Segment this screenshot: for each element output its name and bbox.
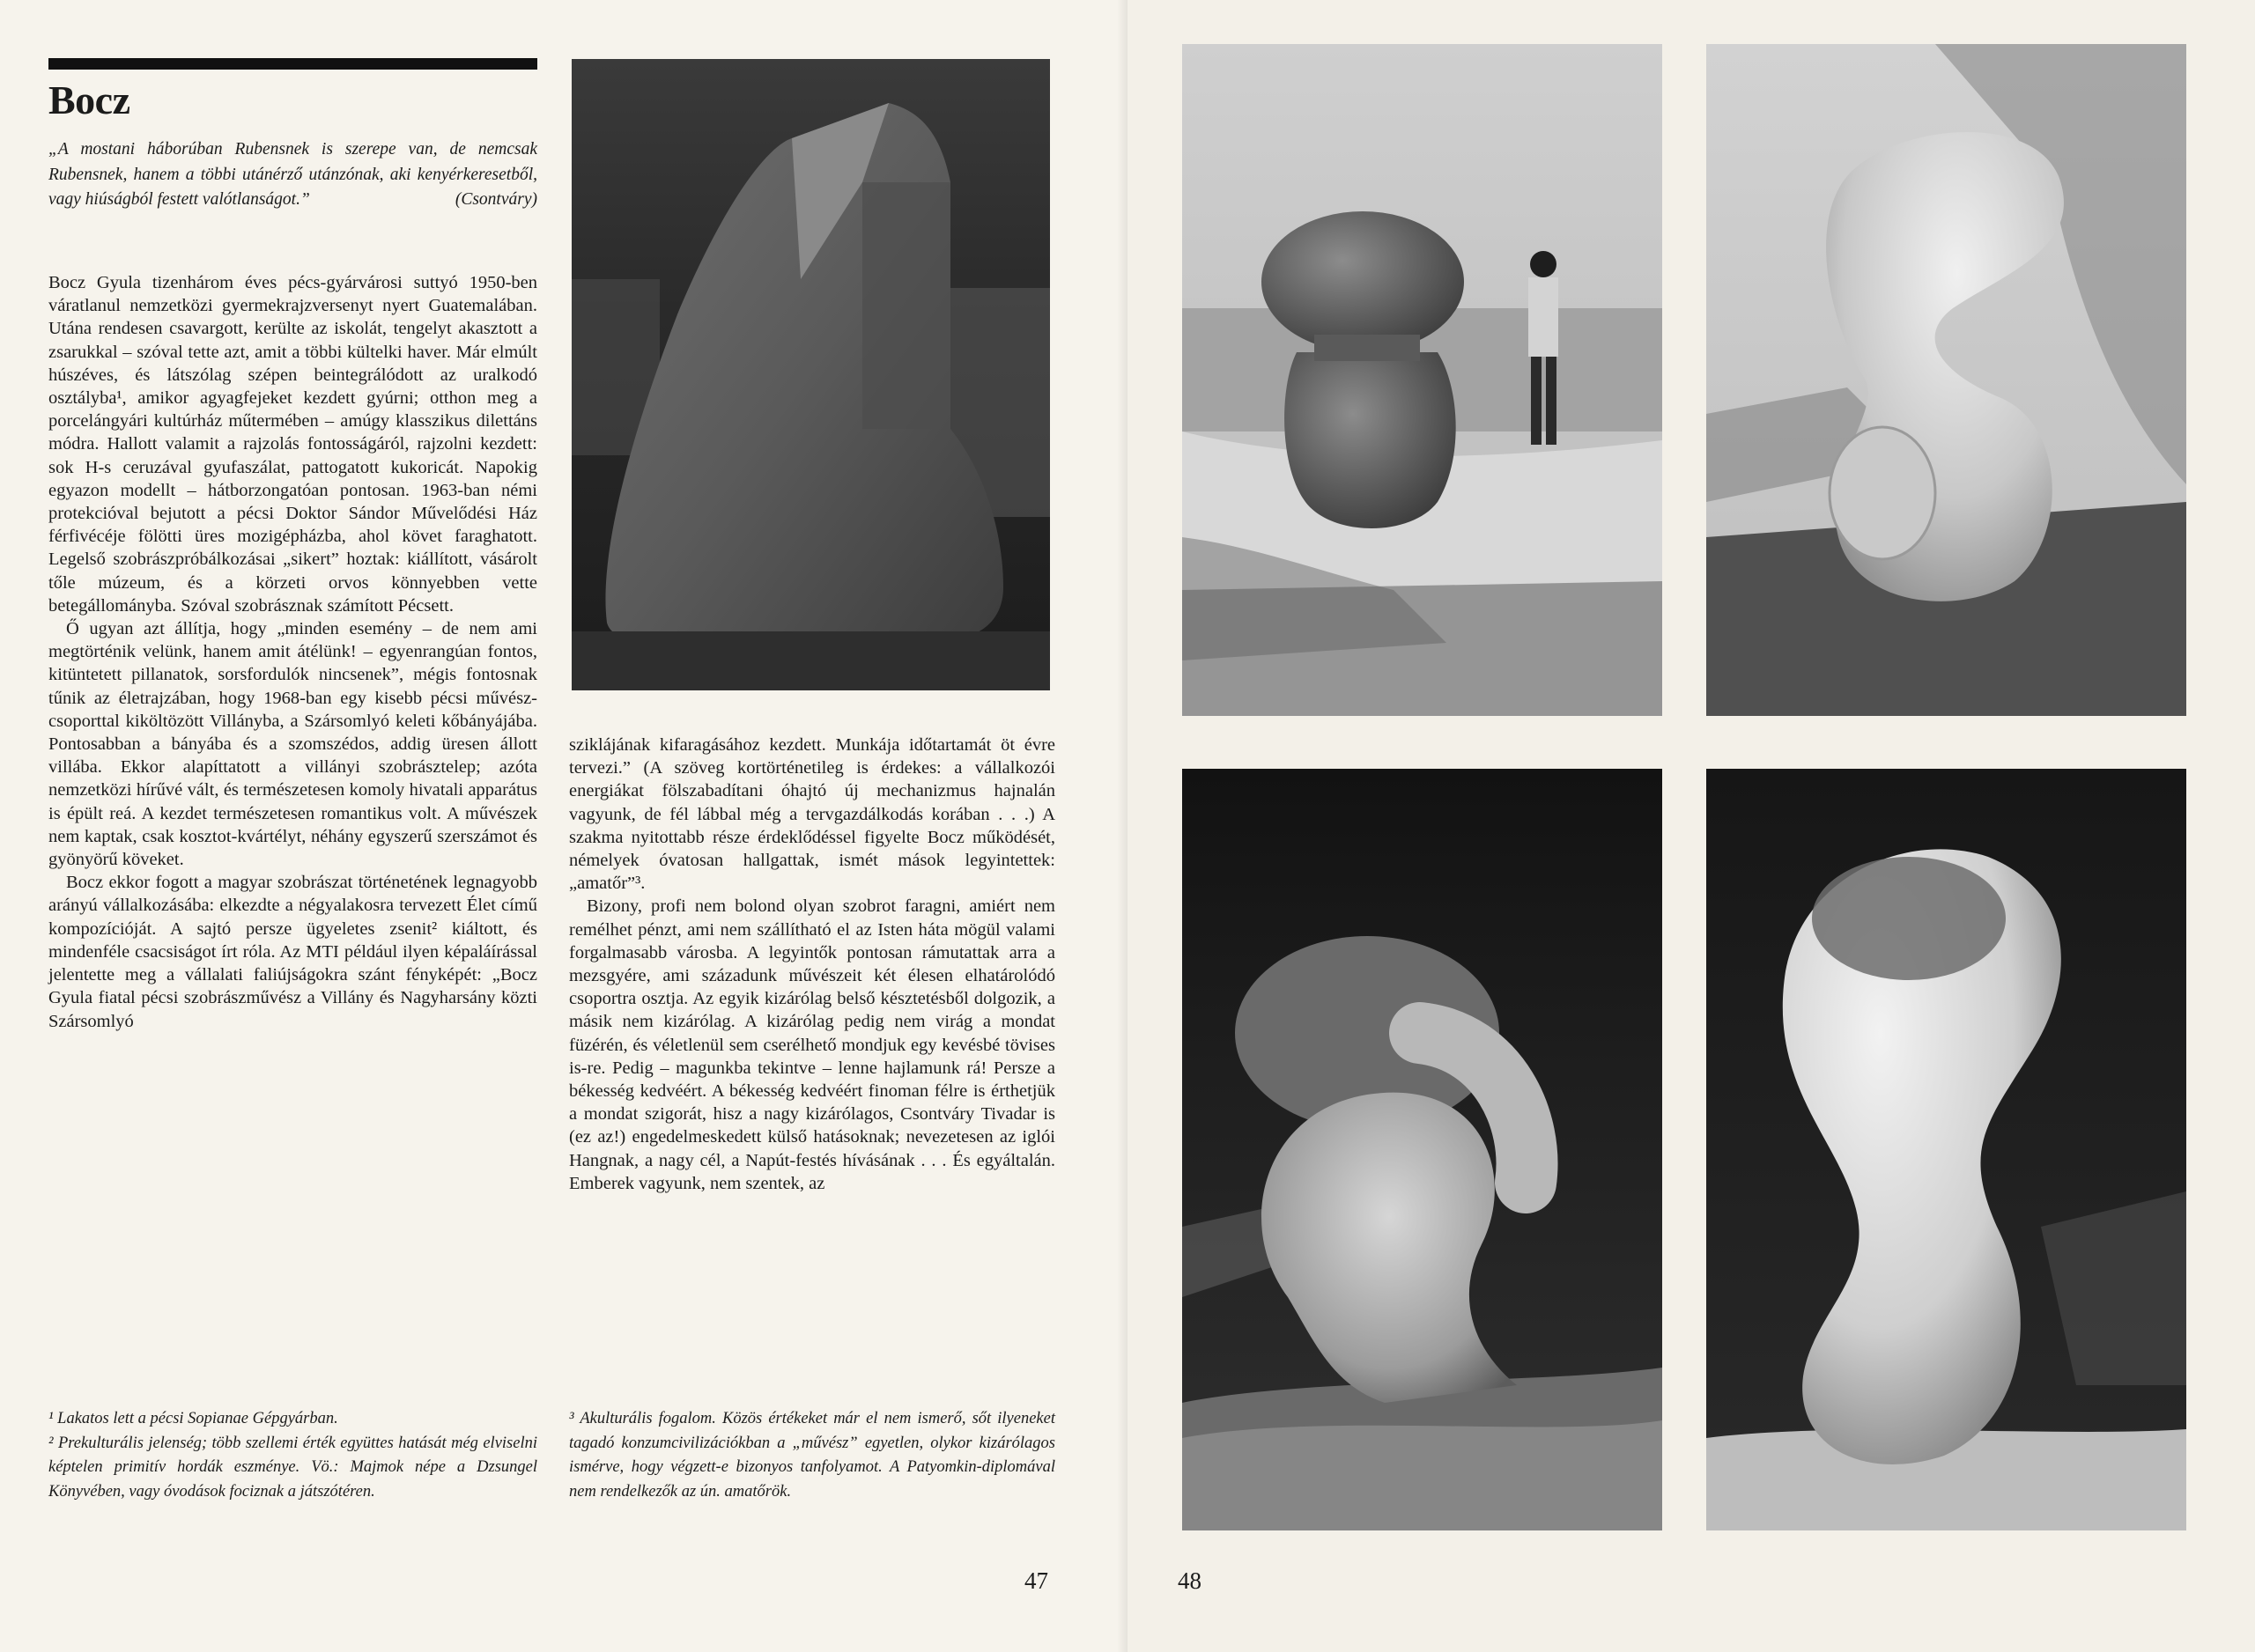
photo-angular-stone-sculpture	[572, 59, 1050, 690]
text-column-1	[48, 271, 537, 1033]
photo-s-curve-sculpture-dark-sky	[1706, 769, 2186, 1530]
page-number-left: 47	[1024, 1567, 1048, 1594]
epigraph	[48, 137, 537, 213]
page-number-right: 48	[1178, 1567, 1201, 1594]
paragraph: Bocz ekkor fogott a magyar szobrászat történetének legnagyobb arányú vállalkozásába: elkezdte a négyalakosra tervezett Élet című kompozícióját. A sajtó persze ügyeletes zsenit² kiáltott, és mindenféle csacsiságot írt róla. Az MTI például ilyen képaláírással jelentette meg a vállalati faliújságokra szánt fényképét: „Bocz Gyula fiatal pécsi szobrászművész a Villány és Nagyharsány közti Szársomlyó	[48, 873, 537, 1031]
text-column-2	[569, 734, 1055, 1195]
photo-twisted-sculpture-hillside	[1706, 44, 2186, 716]
photo-loop-sculpture-dark-sky	[1182, 769, 1662, 1530]
footnote: ² Prekulturális jelenség; több szellemi érték együttes hatását még elviselni képtelen primitív hordák eszménye. Vö.: Majmok népe a Dzsungel Könyvében, vagy óvodások fociznak a játszótéren.	[48, 1434, 537, 1501]
photo-rounded-sculpture-with-man	[1182, 44, 1662, 716]
footnote: ³ Akulturális fogalom. Közös értékeket már el nem ismerő, sőt ilyeneket tagadó konzumcivilizációkban a „művész” egyetlen, olykor kizárólagos ismérve, hogy végzett-e bizonyos tanfolyamot. A Patyomkin-diplomával nem rendelkezők az ún. amatőrök.	[569, 1410, 1055, 1501]
article-title: Bocz	[48, 77, 130, 122]
paragraph: Bocz Gyula tizenhárom éves pécs-gyárvárosi suttyó 1950-ben váratlanul nemzetközi gyermekrajzversenyt nyert Guatemalában. Utána rendesen csavargott, kerülte az iskolát, tengelyt akasztott a zsarukkal – szóval tette azt, amit a többi kültelki haver. Már elmúlt húszéves, és látszólag szépen beintegrálódott az uralkodó osztályba¹, amikor agyagfejeket kezdett gyúrni; otthon meg a porcelángyári kultúrház műtermében – amúgy klasszikus dilettáns módra. Hallott valamit a rajzolás fontosságáról, rajzolni kezdett: sok H-s ceruzával gyufaszálat, pattogatott kukoricát. Napokig egyazon modellt – hátborzongatóan pontosan. 1963-ban némi protekcióval bejutott a pécsi Doktor Sándor Művelődési Ház férfivécéje fölötti üres mozigépházba, ahol követ faraghatott. Legelső szobrászpróbálkozásai „sikert” hoztak: kiállított, vásárolt tőle múzeum, és a körzeti orvos könnyebben vette betegállományba. Szóval szobrásznak számított Pécsett.	[48, 273, 537, 616]
paragraph: Bizony, profi nem bolond olyan szobrot faragni, amiért nem remélhet pénzt, ami nem szállítható el az Isten háta mögül valami forgalmasabb városba. A legyintők pontosan rámutattak arra a mezsgyére, ami századunk művészeit két élesen elhatárolódó csoportra osztja. Az egyik kizárólag belső késztetésből dolgozik, a másik nem kizárólag. A kizárólag pedig nem virág a mondat füzérén, és véletlenül sem cserélhető mondjuk egy kevésbé tövises is-re. Pedig – magunkba tekintve – lenne hajlamunk rá! Persze a békesség kedvéért. A békesség kedvéért finoman félre is érthetjük a mondat szigorát, hisz a nagy kizárólagos, Csontváry Tivadar is (ez az!) engedelmeskedett külső hatásoknak; nevezetesen az iglói Hangnak, a nagy cél, a Napút-festés hívásának . . . És egyáltalán. Emberek vagyunk, nem szentek, az	[569, 896, 1055, 1193]
paragraph: Ő ugyan azt állítja, hogy „minden esemény – de nem ami megtörténik velünk, hanem amit átélünk! – egyenrangúan fontos, kitüntetett pillanatok, sorsfordulók nincsenek”, mégis fontosnak tűnik az életrajzában, hogy 1968-ban egy kisebb pécsi művészcsoporttal kiköltözött Villányba, a Szársomlyó keleti kőbányájába. Pontosabban a bányába és a szomszédos, addig üresen állott villába. Ekkor alapíttatott a villányi szobrásztelep; azóta nemzetközi hírűvé vált, és természetesen komoly hivatali apparátus is épült reá. A kezdet természetesen romantikus volt. A művészek nem kaptak, csak kosztot-kvártélyt, néhány egyszerű szerszámot és gyönyörű köveket.	[48, 619, 537, 870]
footnotes-right	[569, 1407, 1055, 1504]
footnotes-left	[48, 1407, 537, 1504]
paragraph: sziklájának kifaragásához kezdett. Munkája időtartamát öt évre tervezi.” (A szöveg kortörténetileg is érdekes: a vállalkozói energiákat fölszabadítani óhajtó új mechanizmus hajnalán vagyunk, de fél lábbal még a tervgazdálkodás korában . . .) A szakma nyitottabb része érdeklődéssel figyelte Bocz működését, némelyek óvatosan hallgattak, ismét mások legyintettek: „amatőr”³.	[569, 735, 1055, 894]
epigraph-author: (Csontváry)	[455, 190, 537, 209]
footnote: ¹ Lakatos lett a pécsi Sopianae Gépgyárban.	[48, 1410, 338, 1427]
epigraph-text: „A mostani háborúban Rubensnek is szerepe van, de nemcsak Rubensnek, hanem a többi utánérző utánzónak, aki kenyérkeresetből, vagy hiúságból festett valótlanságot.”	[48, 140, 537, 209]
title-rule	[48, 58, 537, 70]
